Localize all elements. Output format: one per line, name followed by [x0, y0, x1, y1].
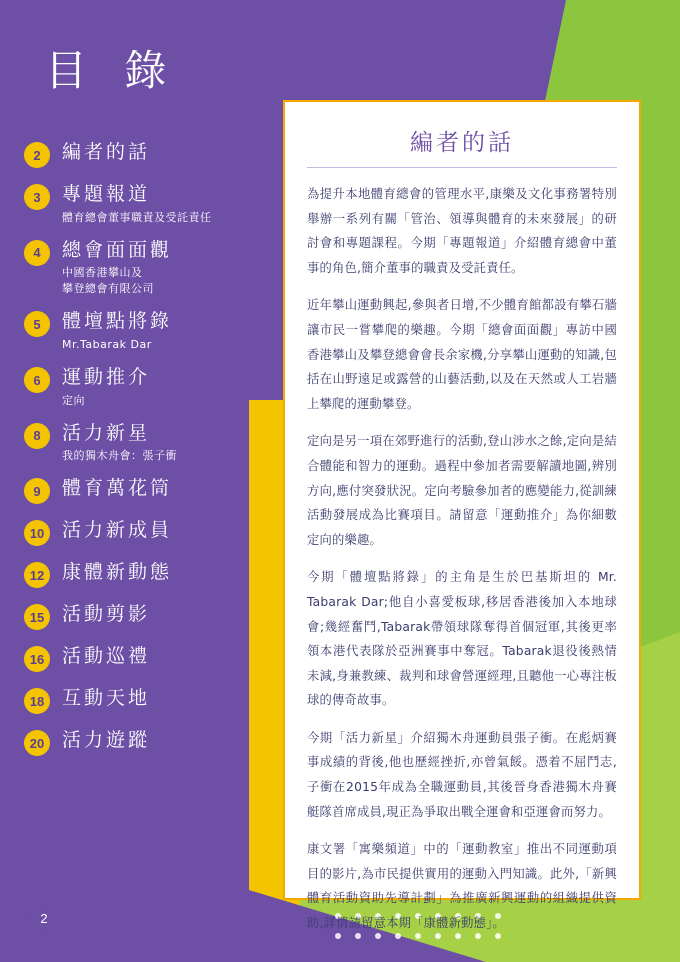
- article-paragraph: 今期「體壇點將錄」的主角是生於巴基斯坦的 Mr. Tabarak Dar;他自小喜愛板球,移居香港後加入本地球會;幾經奮鬥,Tabarak帶領球隊奪得首個冠軍,其後更率領本港代表隊於亞洲賽事中奪冠。Tabarak退役後熱情未減,身兼教練、裁判和球會營運經理,且聽他一心專注板球的傳奇故事。: [307, 570, 617, 708]
- toc-entry[interactable]: [24, 476, 249, 506]
- toc-entry-page-number: 3: [24, 184, 50, 210]
- toc-entry-label: 專題報道: [62, 183, 151, 205]
- toc-entry-subtitle: 中國香港攀山及 攀登總會有限公司: [62, 266, 154, 296]
- page-number-badge: 2: [30, 904, 58, 932]
- toc-entry-label: 互動天地: [62, 687, 151, 710]
- article-paragraph: 為提升本地體育總會的管理水平,康樂及文化事務署特別舉辦一系列有關「管治、領導與體育的未來發展」的研討會和專題課程。今期「專題報道」介紹體育總會中董事的角色,簡介董事的職責及受託責任。: [307, 187, 617, 275]
- toc-entry[interactable]: [24, 238, 249, 298]
- toc-entry-page-number: 20: [24, 730, 50, 756]
- toc-entry-text: [62, 602, 150, 627]
- article-paragraph: 近年攀山運動興起,參與者日增,不少體育館都設有攀石牆讓市民一嘗攀爬的樂趣。今期「總會面面觀」專訪中國香港攀山及攀登總會會長余家機,分享攀山運動的知識,包括在山野遠足或露營的山藝活動,以及在天然或人工岩牆上攀爬的運動攀登。: [307, 298, 617, 411]
- toc-entry-subtitle: Mr.Tabarak Dar: [62, 338, 152, 352]
- toc-entry-page-number: 8: [24, 423, 50, 449]
- toc-entry-label: 運動推介: [62, 366, 151, 388]
- toc-entry-text: [62, 518, 172, 543]
- toc-entry-text: [62, 421, 177, 465]
- toc-entry-text: [62, 686, 150, 711]
- toc-entry[interactable]: [24, 602, 249, 632]
- editor-note-card: [283, 100, 641, 931]
- toc-entry[interactable]: [24, 182, 249, 226]
- toc-entry-label: 活力新星: [62, 421, 151, 444]
- toc-entry[interactable]: [24, 518, 249, 548]
- toc-entry-text: [62, 238, 172, 298]
- toc-entry-page-number: 15: [24, 604, 50, 630]
- toc-entry-label: 活力遊蹤: [62, 729, 151, 752]
- toc-entry[interactable]: [24, 560, 249, 590]
- toc-entry-text: [62, 476, 172, 501]
- toc-entry-label: 體壇點將錄: [62, 310, 173, 333]
- article-paragraph: 康文署「寓樂頻道」中的「運動教室」推出不同運動項目的影片,為市民提供實用的運動入門知識。此外,「新興體育活動資助先導計劃」為推廣新興運動的組織提供資助,詳情請留意本期「康體新動態」。: [307, 842, 617, 931]
- article-title: 編者的話: [410, 130, 514, 156]
- title-divider: [307, 167, 617, 168]
- toc-entry[interactable]: [24, 644, 249, 674]
- toc-entry-page-number: 4: [24, 240, 50, 266]
- article-paragraph: 今期「活力新星」介紹獨木舟運動員張子衝。在彪炳賽事成績的背後,他也歷經挫折,亦曾氣餒。憑着不屈鬥志,子衝在2015年成為全職運動員,其後晉身香港獨木舟賽艇隊首席成員,現正為爭取出戰全運會和亞運會而努力。: [307, 730, 617, 819]
- toc-entry-text: [62, 182, 212, 226]
- toc-entry-page-number: 12: [24, 562, 50, 588]
- toc-entry[interactable]: [24, 728, 249, 758]
- toc-entry-subtitle: 體育總會董事職責及受託責任: [62, 210, 212, 224]
- toc-entry-subtitle: 我的獨木舟會：張子衝: [62, 449, 177, 463]
- toc-entry[interactable]: [24, 309, 249, 353]
- toc-entry-page-number: 16: [24, 646, 50, 672]
- toc-entry-page-number: 6: [24, 367, 50, 393]
- toc-list: [24, 140, 249, 770]
- toc-entry-page-number: 5: [24, 311, 50, 337]
- toc-entry-label: 康體新動態: [62, 561, 173, 584]
- toc-entry-label: 總會面面觀: [62, 238, 173, 261]
- toc-entry-page-number: 2: [24, 142, 50, 168]
- toc-entry-label: 編者的話: [62, 141, 151, 163]
- toc-entry-text: [62, 644, 150, 669]
- toc-entry-label: 體育萬花筒: [62, 477, 173, 500]
- toc-entry[interactable]: [24, 686, 249, 716]
- page-title: 目 錄: [45, 46, 179, 95]
- toc-entry-page-number: 10: [24, 520, 50, 546]
- toc-entry-text: [62, 728, 150, 753]
- toc-entry-text: [62, 560, 172, 585]
- toc-entry-page-number: 18: [24, 688, 50, 714]
- toc-entry-text: [62, 140, 150, 165]
- toc-entry-page-number: 9: [24, 478, 50, 504]
- article-paragraph: 定向是另一項在郊野進行的活動,登山涉水之餘,定向是結合體能和智力的運動。過程中參加者需要解讀地圖,辨別方向,應付突發狀況。定向考驗參加者的應變能力,從訓練活動發展成為比賽項目。請留意「運動推介」為你細數定向的樂趣。: [307, 434, 617, 547]
- toc-entry-label: 活動剪影: [62, 603, 151, 626]
- toc-entry-label: 活力新成員: [62, 519, 173, 542]
- toc-entry-text: [62, 309, 172, 353]
- toc-entry[interactable]: [24, 365, 249, 409]
- article-body: [307, 182, 617, 936]
- toc-entry-label: 活動巡禮: [62, 645, 151, 668]
- toc-entry[interactable]: [24, 421, 249, 465]
- toc-entry[interactable]: [24, 140, 249, 170]
- toc-entry-subtitle: 定向: [62, 393, 85, 407]
- toc-entry-text: [62, 365, 150, 409]
